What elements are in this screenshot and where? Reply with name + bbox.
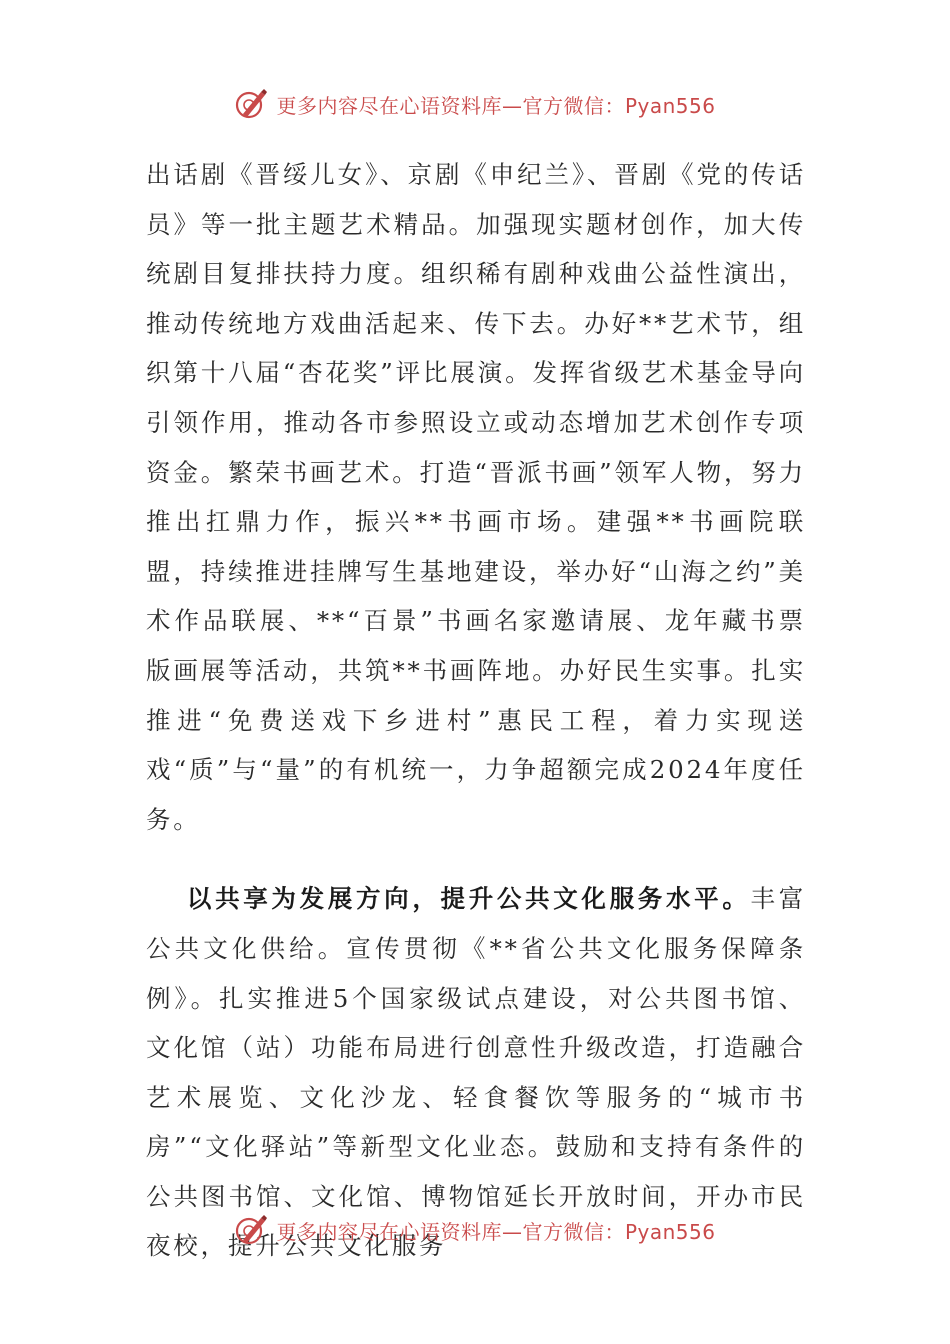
pen-in-circle-icon <box>234 1213 268 1247</box>
footer-banner-text: 更多内容尽在心语资料库—官方微信：Pyan556 <box>276 1219 716 1244</box>
header-banner-text: 更多内容尽在心语资料库—官方微信：Pyan556 <box>276 93 716 118</box>
paragraph-2-body: 丰富公共文化供给。宣传贯彻《**省公共文化服务保障条例》。扎实推进5个国家级试点建设，对公共图书馆、文化馆（站）功能布局进行创意性升级改造，打造融合艺术展览、文化沙龙、轻食餐饮等服务的“城市书房”“文化驿站”等新型文化业态。鼓励和支持有条件的公共图书馆、文化馆、博物馆延长开放时间，开办市民夜校，提升公共文化服务 <box>146 884 806 1261</box>
footer-banner <box>0 1210 950 1250</box>
paragraph-1: 出话剧《晋绥儿女》、京剧《申纪兰》、晋剧《党的传话员》等一批主题艺术精品。加强现实题材创作，加大传统剧目复排扶持力度。组织稀有剧种戏曲公益性演出，推动传统地方戏曲活起来、传下去。办好**艺术节，组织第十八届“杏花奖”评比展演。发挥省级艺术基金导向引领作用，推动各市参照设立或动态增加艺术创作专项资金。繁荣书画艺术。打造“晋派书画”领军人物，努力推出扛鼎力作，振兴**书画市场。建强**书画院联盟，持续推进挂牌写生基地建设，举办好“山海之约”美术作品联展、**“百景”书画名家邀请展、龙年藏书票版画展等活动，共筑**书画阵地。办好民生实事。扎实推进“免费送戏下乡进村”惠民工程，着力实现送戏“质”与“量”的有机统一，力争超额完成2024年度任务。 <box>146 160 806 834</box>
paragraph-2-lead: 以共享为发展方向，提升公共文化服务水平。 <box>186 884 751 914</box>
pen-in-circle-icon <box>234 87 268 121</box>
document-body <box>146 150 806 1271</box>
header-banner <box>0 84 950 124</box>
